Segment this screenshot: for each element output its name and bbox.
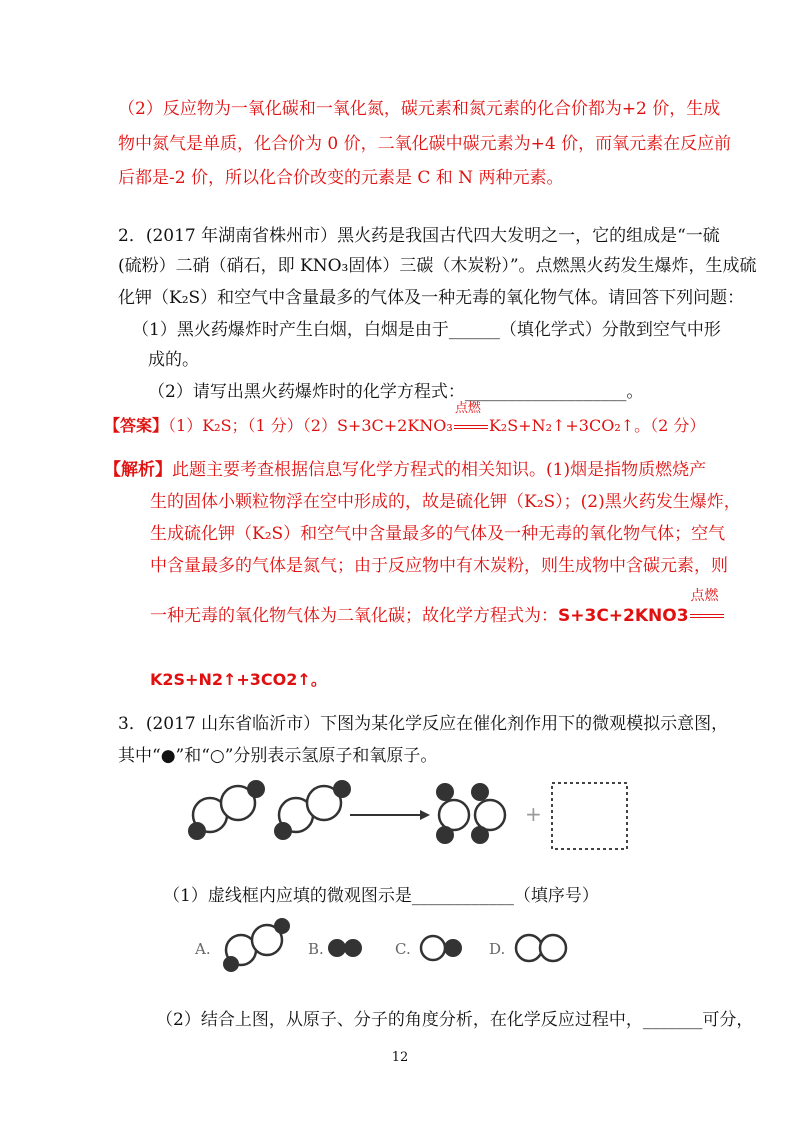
q2-subquestion-2: （2）请写出黑火药爆炸时的化学方程式：___________________。 xyxy=(148,382,644,402)
explanation-line-1: （2）反应物为一氧化碳和一氧化氮，碳元素和氮元素的化合价都为+2 价，生成 xyxy=(118,99,721,119)
ignite-condition-2: 点燃 xyxy=(689,604,725,628)
answer-label: 【答案】 xyxy=(104,416,169,435)
q3-subquestion-1: （1）虚线框内应填的微观图示是____________（填序号） xyxy=(163,886,599,906)
analysis-label: 【解析】 xyxy=(104,460,172,480)
q3-line-1: 3．(2017 山东省临沂市）下图为某化学反应在催化剂作用下的微观模拟示意图， xyxy=(118,714,729,734)
q2-subquestion-1b: 成的。 xyxy=(148,350,199,370)
q2-subquestion-1a: （1）黑火药爆炸时产生白烟，白烟是由于______（填化学式）分散到空气中形 xyxy=(132,320,721,340)
option-b-label: B. xyxy=(308,940,324,958)
q3-line-2: 其中“●”和“○”分别表示氢原子和氧原子。 xyxy=(118,746,438,766)
answer-text-b: K₂S+N₂↑+3CO₂↑。（2 分） xyxy=(488,416,706,435)
analysis-line-1: 【解析】此题主要考查根据信息写化学方程式的相关知识。(1)烟是指物质燃烧产 xyxy=(104,460,707,480)
reactant-molecule-1 xyxy=(188,780,265,840)
analysis-line-4: 中含量最多的气体是氮气；由于反应物中有木炭粉，则生成物中含碳元素，则 xyxy=(150,556,728,576)
product-molecule-1 xyxy=(436,783,469,844)
reaction-arrow xyxy=(350,810,430,820)
options-diagram xyxy=(185,912,585,974)
q2-line-2: (硫粉）二硝（硝石，即 KNO₃固体）三碳（木炭粉）”。点燃黑火药发生爆炸，生成硫 xyxy=(118,256,757,276)
reactant-molecule-2 xyxy=(274,780,351,840)
explanation-line-3: 后都是-2 价，所以化合价改变的元素是 C 和 N 两种元素。 xyxy=(118,168,564,188)
option-a-molecule xyxy=(223,918,290,972)
option-c-molecule xyxy=(421,936,462,960)
option-b-molecule xyxy=(328,939,362,957)
option-a-label: A. xyxy=(195,940,211,958)
explanation-line-2: 物中氮气是单质，化合价为 0 价，二氧化碳中碳元素为+4 价，而氧元素在反应前 xyxy=(118,134,732,154)
option-d-molecule xyxy=(516,935,566,961)
option-c-label: C. xyxy=(395,940,411,958)
answer-line xyxy=(104,401,706,438)
option-d-label: D. xyxy=(489,940,506,958)
reaction-diagram xyxy=(180,775,640,860)
analysis-line-2: 生的固体小颗粒物浮在空中形成的，故是硫化钾（K₂S）；(2)黑火药发生爆炸， xyxy=(150,492,741,512)
analysis-line-5: 一种无毒的氧化物气体为二氧化碳；故化学方程式为：S+3C+2KNO3 点燃 xyxy=(150,604,725,628)
analysis-line-3: 生成硫化钾（K₂S）和空气中含量最多的气体及一种无毒的氧化物气体；空气 xyxy=(150,524,726,544)
analysis-line-6: K2S+N2↑+3CO2↑。 xyxy=(150,670,327,689)
dashed-answer-box xyxy=(552,783,627,849)
product-molecule-2 xyxy=(471,783,505,844)
q2-line-3: 化钾（K₂S）和空气中含量最多的气体及一种无毒的氧化物气体。请回答下列问题： xyxy=(118,288,745,308)
q3-subquestion-2: （2）结合上图，从原子、分子的角度分析，在化学反应过程中，_______可分， xyxy=(156,1010,754,1030)
q2-line-1: 2．(2017 年湖南省株州市）黑火药是我国古代四大发明之一，它的组成是“一硫 xyxy=(118,226,720,246)
plus-sign: + xyxy=(525,802,542,826)
ignite-condition: 点燃 xyxy=(453,414,489,438)
answer-text-a: （1）K₂S；（1 分）（2）S+3C+2KNO₃ xyxy=(168,416,453,435)
page-number: 12 xyxy=(391,1050,409,1065)
